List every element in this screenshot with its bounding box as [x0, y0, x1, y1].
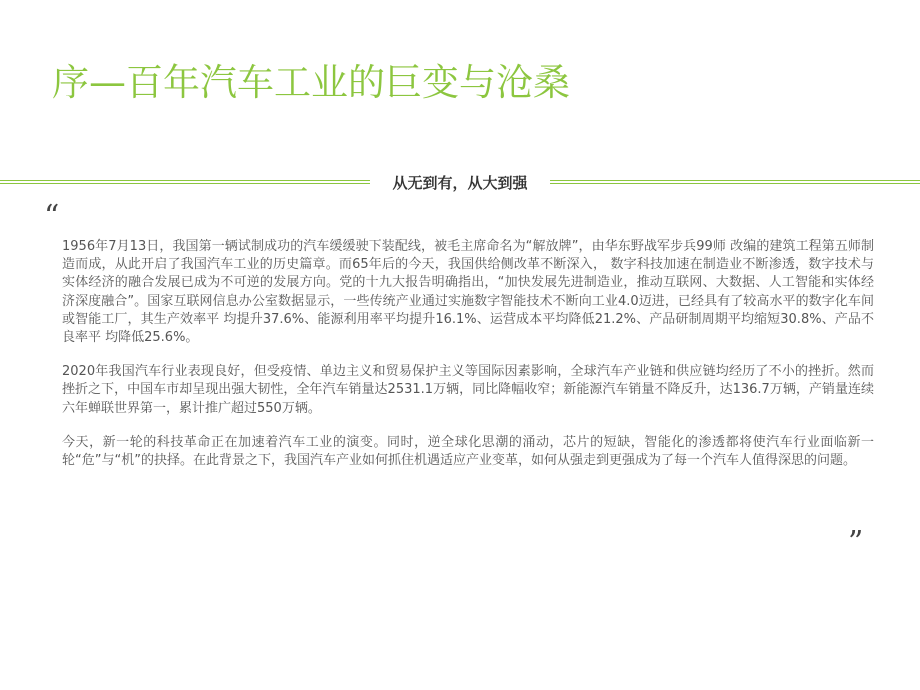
subtitle-divider: [0, 172, 920, 194]
slide-title: 序—百年汽车工业的巨变与沧桑: [52, 61, 570, 104]
divider-line-left: [0, 180, 370, 184]
paragraph-3: 今天，新一轮的科技革命正在加速着汽车工业的演变。同时，逆全球化思潮的涌动，芯片的短缺，智能化的渗透都将使汽车行业面临新一轮“危”与“机”的抉择。在此背景之下，我国汽车产业如何抓住机遇适应产业变革，如何从强走到更强成为了每一个汽车人值得深思的问题。: [62, 434, 874, 469]
paragraph-2: 2020年我国汽车行业表现良好，但受疫情、单边主义和贸易保护主义等国际因素影响，全球汽车产业链和供应链均经历了不小的挫折。然而挫折之下，中国车市却呈现出强大韧性，全年汽车销量达2531.1万辆，同比降幅收窄；新能源汽车销量不降反升，达136.7万辆，产销量连续六年蝉联世界第一，累计推广超过550万辆。: [62, 364, 874, 416]
quote-body: [62, 238, 874, 486]
close-quote-icon: ”: [848, 525, 864, 560]
divider-line-right: [550, 180, 920, 184]
paragraph-1: 1956年7月13日，我国第一辆试制成功的汽车缓缓驶下装配线，被毛主席命名为“解放牌”，由华东野战军步兵99师 改编的建筑工程第五师制造而成，从此开启了我国汽车工业的历史篇章。而65年后的今天，我国供给侧改革不断深入， 数字科技加速在制造业不断渗透，数字技术与实体经济的融合发展已成为不可逆的发展方向。党的十九大报告明确指出，“加快发展先进制造业，推动互联网、大数据、人工智能和实体经济深度融合”。国家互联网信息办公室数据显示，一些传统产业通过实施数字智能技术不断向工业4.0迈进，已经具有了较高水平的数字化车间或智能工厂，其生产效率平 均提升37.6%、能源利用率平均提升16.1%、运营成本平均降低21.2%、产品研制周期平均缩短30.8%、产品不良率平 均降低25.6%。: [62, 239, 874, 346]
open-quote-icon: “: [44, 199, 60, 234]
slide-subtitle: 从无到有，从大到强: [392, 174, 528, 192]
